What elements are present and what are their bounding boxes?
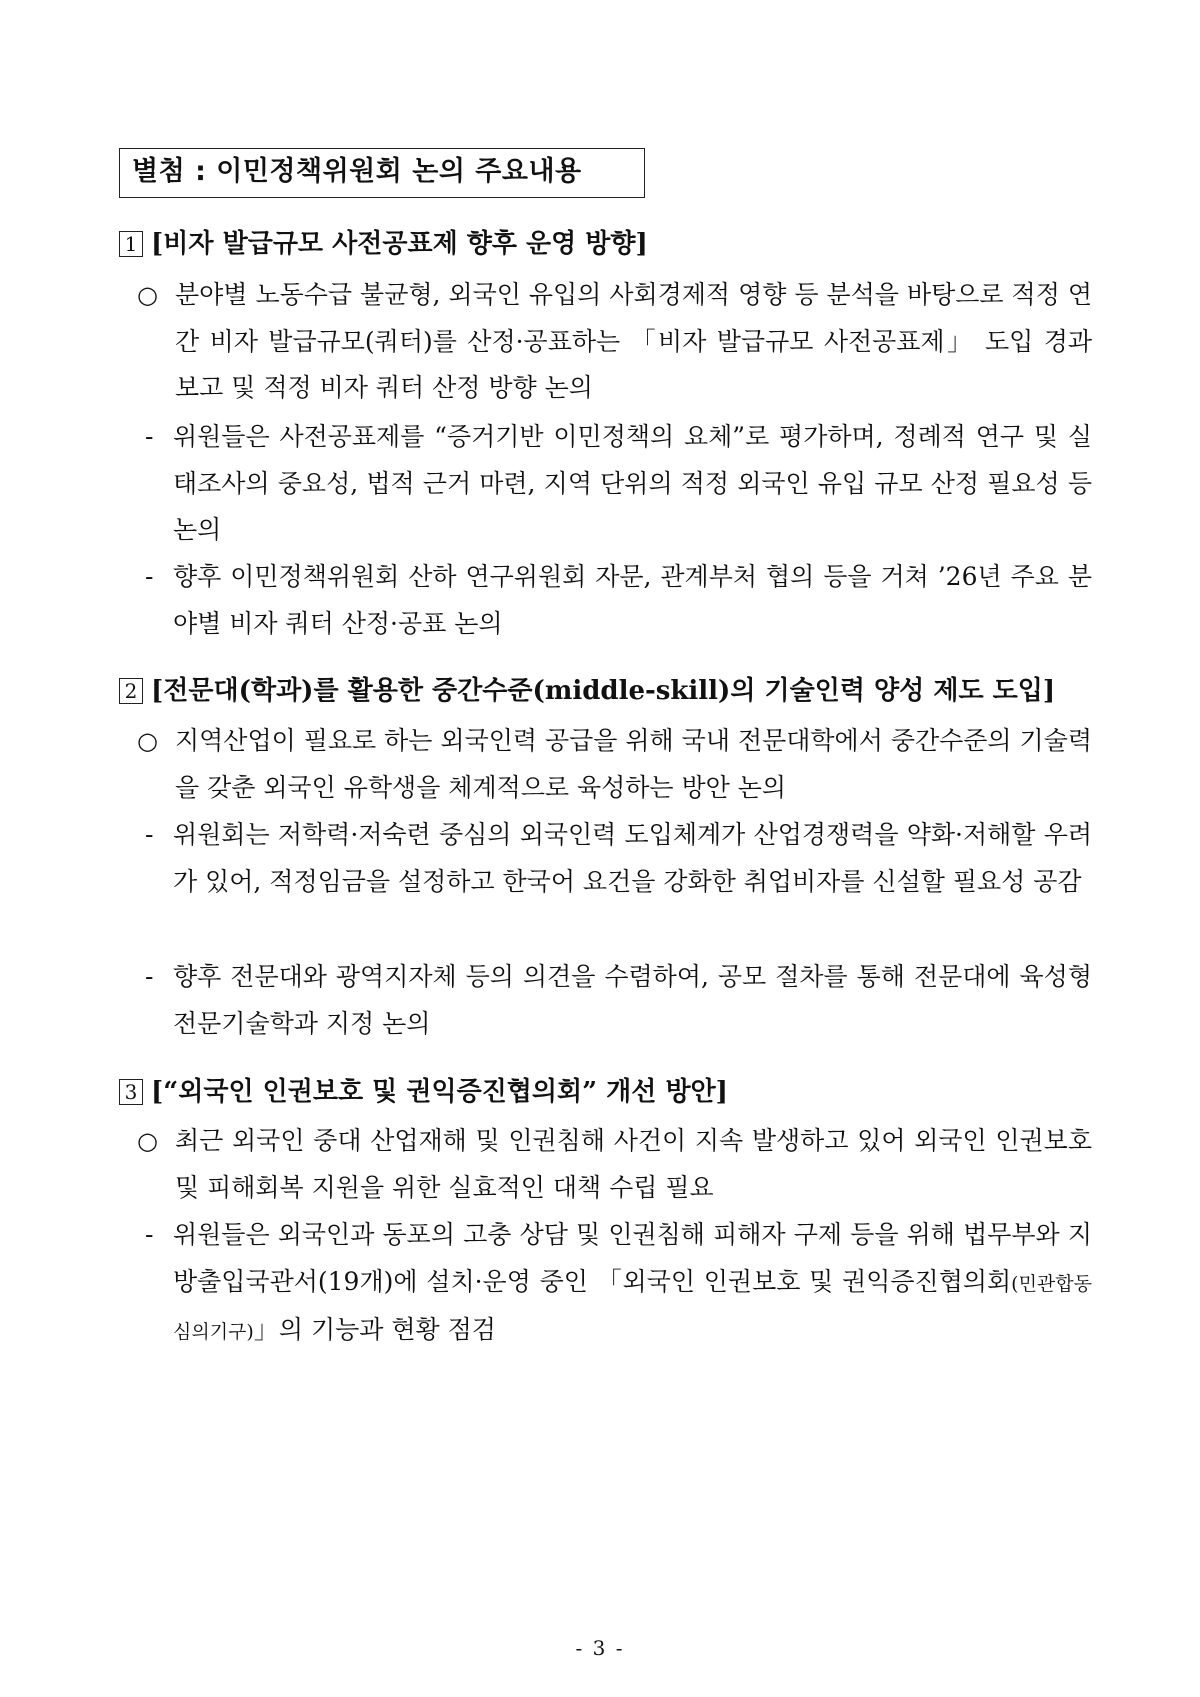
parenthetical-note: (민관합동심의기구) (173, 1272, 1092, 1343)
attachment-title: 별첨 : 이민정책위원회 논의 주요내용 (119, 148, 645, 198)
section-2-dash-item-2 (137, 954, 1092, 1047)
section-number-box: 1 (119, 231, 143, 257)
section-2-heading (119, 671, 1055, 711)
dash-bullet: - (145, 422, 154, 451)
paragraph-text: 최근 외국인 중대 산업재해 및 인권침해 사건이 지속 발생하고 있어 외국인 인권보호 및 피해회복 지원을 위한 실효적인 대책 수립 필요 (175, 1126, 1092, 1202)
paragraph-text: 향후 전문대와 광역지자체 등의 의견을 수렴하여, 공모 절차를 통해 전문대에 육성형 전문기술학과 지정 논의 (173, 962, 1092, 1038)
paragraph-text-tail: 」의 기능과 현황 점검 (253, 1315, 496, 1344)
paragraph-text: 위원들은 외국인과 동포의 고충 상담 및 인권침해 피해자 구제 등을 위해 법무부와 지방출입국관서(19개)에 설치·운영 중인 「외국인 인권보호 및 권익증진협의회 (173, 1220, 1092, 1296)
dash-bullet: - (145, 562, 154, 591)
section-3-circle-item (137, 1118, 1092, 1211)
circle-bullet-icon: ○ (137, 1127, 158, 1155)
paragraph-text: 지역산업이 필요로 하는 외국인력 공급을 위해 국내 전문대학에서 중간수준의 기술력을 갖춘 외국인 유학생을 체계적으로 육성하는 방안 논의 (175, 726, 1092, 802)
section-1-circle-item (137, 272, 1092, 412)
paragraph-text: 분야별 노동수급 불균형, 외국인 유입의 사회경제적 영향 등 분석을 바탕으로 적정 연간 비자 발급규모(쿼터)를 산정·공표하는 「비자 발급규모 사전공표제」 도입 경과 보고 및 적정 비자 쿼터 산정 방향 논의 (175, 280, 1092, 402)
dash-bullet: - (145, 1220, 154, 1249)
section-1-heading (119, 224, 648, 264)
section-3-dash-item-1 (137, 1212, 1092, 1356)
section-1-dash-item-2 (137, 554, 1092, 647)
section-2-circle-item (137, 718, 1092, 811)
section-heading-text: [비자 발급규모 사전공표제 향후 운영 방향] (151, 229, 648, 259)
section-2-dash-item-1 (137, 812, 1092, 905)
dash-bullet: - (145, 962, 154, 991)
page-number: - 3 - (575, 1636, 625, 1660)
section-heading-text: [“외국인 인권보호 및 권익증진협의회” 개선 방안] (151, 1077, 728, 1107)
circle-bullet-icon: ○ (137, 281, 158, 309)
section-number-box: 3 (119, 1079, 143, 1105)
section-number-box: 2 (119, 678, 143, 704)
dash-bullet: - (145, 820, 154, 849)
section-3-heading (119, 1072, 728, 1112)
section-1-dash-item-1 (137, 414, 1092, 554)
section-heading-text: [전문대(학과)를 활용한 중간수준(middle-skill)의 기술인력 양성 제도 도입] (151, 676, 1056, 706)
circle-bullet-icon: ○ (137, 727, 158, 755)
paragraph-text: 위원들은 사전공표제를 “증거기반 이민정책의 요체”로 평가하며, 정례적 연구 및 실태조사의 중요성, 법적 근거 마련, 지역 단위의 적정 외국인 유입 규모 산정 필요성 등 논의 (173, 422, 1092, 544)
paragraph-text: 향후 이민정책위원회 산하 연구위원회 자문, 관계부처 협의 등을 거쳐 ’26년 주요 분야별 비자 쿼터 산정·공표 논의 (173, 562, 1092, 638)
paragraph-text: 위원회는 저학력·저숙련 중심의 외국인력 도입체계가 산업경쟁력을 약화·저해할 우려가 있어, 적정임금을 설정하고 한국어 요건을 강화한 취업비자를 신설할 필요성 공감 (173, 820, 1092, 896)
